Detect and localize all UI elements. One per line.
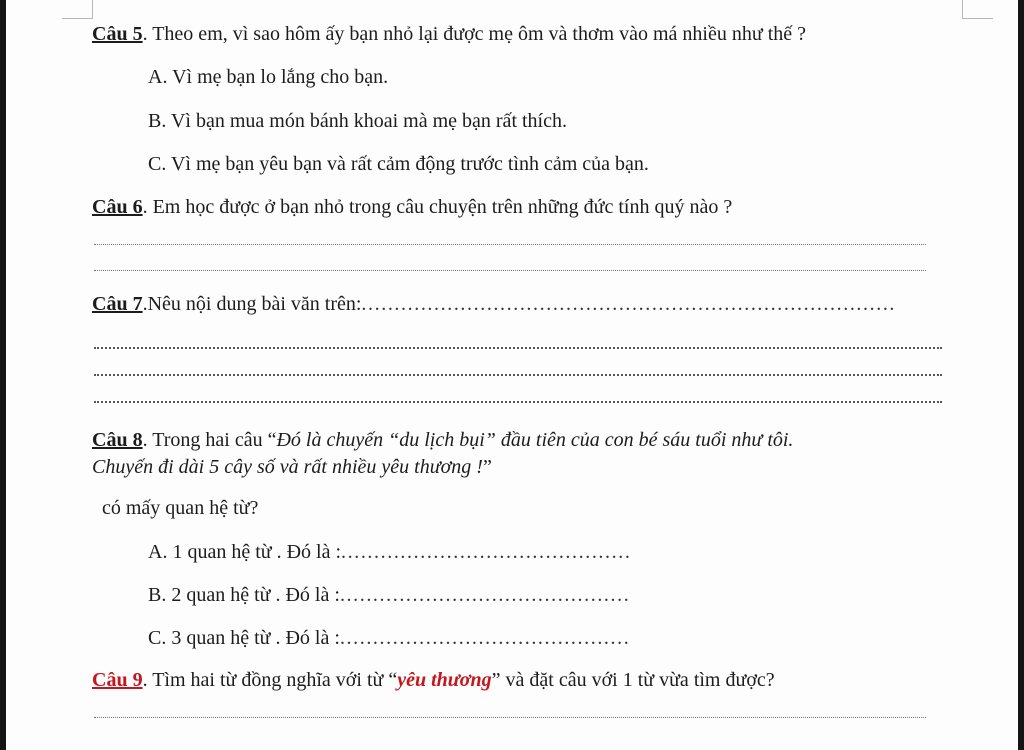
- answer-line: [94, 374, 942, 376]
- right-screen-edge: [1018, 0, 1024, 750]
- question-8-option-c-leader: ............................................: [339, 627, 631, 649]
- question-8: [92, 428, 793, 452]
- question-5-option-b: B. Vì bạn mua món bánh khoai mà mẹ bạn rất thích.: [148, 110, 567, 132]
- question-7-label: Câu 7: [92, 293, 143, 315]
- question-8-quote-open: “: [267, 429, 277, 451]
- question-5: [92, 22, 806, 46]
- question-8-option-a-leader: ............................................: [341, 541, 632, 563]
- answer-line: [94, 717, 926, 718]
- question-5-text: . Theo em, vì sao hôm ấy bạn nhỏ lại được mẹ ôm và thơm vào má nhiều như thế ?: [142, 23, 807, 45]
- answer-line: [94, 244, 926, 245]
- question-8-option-c-text: C. 3 quan hệ từ . Đó là :: [148, 627, 340, 649]
- answer-line: [94, 347, 942, 349]
- question-8-quote-line-1: Đó là chuyến “du lịch bụi” đầu tiên của con bé sáu tuổi như tôi.: [276, 429, 794, 451]
- question-7-text: .Nêu nội dung bài văn trên:: [142, 293, 362, 315]
- question-5-label: Câu 5: [92, 23, 143, 45]
- question-6: [92, 195, 732, 219]
- question-9-text-after: ” và đặt câu với 1 từ vừa tìm được?: [491, 669, 775, 691]
- question-9-label: Câu 9: [92, 669, 143, 691]
- question-8-quote-line-2: Chuyến đi dài 5 cây số và rất nhiều yêu thương !: [92, 456, 483, 478]
- question-5-option-a: A. Vì mẹ bạn lo lắng cho bạn.: [148, 66, 389, 88]
- question-9-text-before: . Tìm hai từ đồng nghĩa với từ “: [142, 669, 398, 691]
- question-9-emphasis: yêu thương: [397, 669, 492, 691]
- question-8-intro: . Trong hai câu: [142, 429, 268, 451]
- question-6-text: . Em học được ở bạn nhỏ trong câu chuyện trên những đức tính quý nào ?: [142, 196, 733, 218]
- question-8-option-a-text: A. 1 quan hệ từ . Đó là :: [148, 541, 342, 563]
- question-8-option-b-leader: ............................................: [339, 584, 631, 606]
- question-9: [92, 668, 775, 692]
- question-7: [92, 292, 896, 316]
- question-6-label: Câu 6: [92, 196, 143, 218]
- crop-mark-top-left: [62, 0, 93, 19]
- question-5-option-c: C. Vì mẹ bạn yêu bạn và rất cảm động trước tình cảm của bạn.: [148, 153, 649, 175]
- answer-line: [94, 401, 942, 403]
- question-8-option-a: [148, 540, 631, 564]
- document-page: [6, 0, 1018, 750]
- question-8-option-b: [148, 583, 630, 607]
- question-8-option-c: [148, 626, 630, 650]
- question-7-answer-leader: .................................................................................: [361, 293, 897, 315]
- crop-mark-top-right: [962, 0, 993, 19]
- question-8-quote-close: ”: [482, 456, 492, 478]
- question-8-option-b-text: B. 2 quan hệ từ . Đó là :: [148, 584, 340, 606]
- question-8-label: Câu 8: [92, 429, 143, 451]
- question-8-quote-continued: [92, 455, 492, 479]
- question-8-question: có mấy quan hệ từ?: [102, 497, 259, 519]
- answer-line: [94, 270, 926, 271]
